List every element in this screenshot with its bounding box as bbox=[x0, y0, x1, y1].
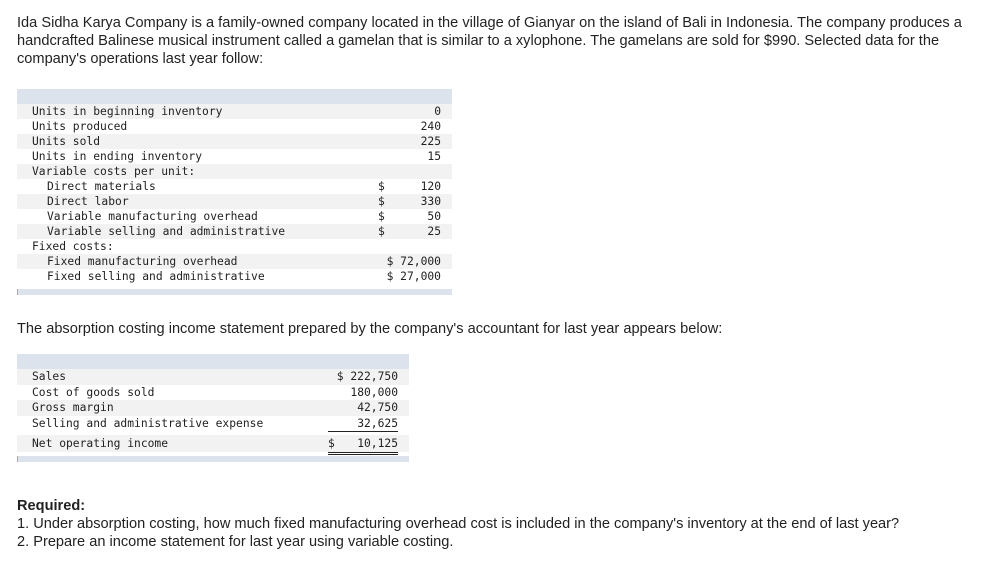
row-value: 25 bbox=[427, 225, 441, 238]
table-row bbox=[17, 224, 452, 239]
income-statement-intro: The absorption costing income statement prepared by the company's accountant for last year appears below: bbox=[17, 321, 723, 337]
table-row bbox=[17, 164, 452, 179]
row-value: 120 bbox=[420, 180, 441, 193]
table-row bbox=[17, 134, 452, 149]
required-heading: Required: bbox=[17, 498, 86, 514]
row-label: Direct labor bbox=[47, 195, 129, 208]
row-label: Cost of goods sold bbox=[32, 385, 155, 399]
row-value: 180,000 bbox=[328, 385, 398, 402]
dollar-sign: $ bbox=[378, 210, 385, 223]
row-value: $ 27,000 bbox=[386, 270, 441, 283]
row-label: Sales bbox=[32, 370, 67, 383]
row-label: Units in ending inventory bbox=[32, 150, 203, 163]
table-row bbox=[17, 435, 409, 452]
row-label: Fixed manufacturing overhead bbox=[47, 255, 238, 268]
row-label: Gross margin bbox=[32, 401, 114, 414]
row-label: Variable selling and administrative bbox=[47, 225, 286, 238]
question-2: 2. Prepare an income statement for last year using variable costing. bbox=[17, 534, 454, 550]
row-value: 10,125 bbox=[328, 435, 398, 455]
row-label: Net operating income bbox=[32, 437, 169, 450]
table-row bbox=[17, 149, 452, 164]
row-value: 32,625 bbox=[328, 416, 398, 433]
table-row bbox=[17, 254, 452, 269]
table-row bbox=[17, 119, 452, 134]
row-label: Fixed selling and administrative bbox=[47, 270, 265, 283]
dollar-sign: $ bbox=[378, 225, 385, 238]
row-label: Fixed costs: bbox=[32, 240, 114, 253]
row-label: Units produced bbox=[32, 120, 128, 133]
table-header-bar bbox=[17, 354, 409, 369]
row-value: 42,750 bbox=[357, 401, 398, 414]
table-row bbox=[17, 194, 452, 209]
row-value: $ 72,000 bbox=[386, 255, 441, 268]
row-label: Units in beginning inventory bbox=[32, 105, 223, 118]
required-section bbox=[17, 497, 967, 551]
table-header-bar bbox=[17, 89, 452, 104]
table-row bbox=[17, 400, 409, 416]
row-value: 225 bbox=[420, 135, 441, 148]
row-label: Variable manufacturing overhead bbox=[47, 210, 258, 223]
table-row bbox=[17, 179, 452, 194]
row-label: Units sold bbox=[32, 135, 101, 148]
intro-paragraph: Ida Sidha Karya Company is a family-owned company located in the village of Gianyar on the island of Bali in Indonesia. The company produces a handcrafted Balinese musical instrument called a gamelan that is similar to a xylophone. The gamelans are sold for $990. Selected data for the company's operations last year follow: bbox=[17, 15, 962, 67]
row-value: 15 bbox=[427, 150, 441, 163]
table-row bbox=[17, 416, 409, 432]
table-footer-bar bbox=[17, 289, 452, 295]
table-row bbox=[17, 209, 452, 224]
row-label: Selling and administrative expense bbox=[32, 416, 264, 430]
row-label: Variable costs per unit: bbox=[32, 165, 196, 178]
row-value: 240 bbox=[420, 120, 441, 133]
table-row bbox=[17, 104, 452, 119]
income-statement-table bbox=[17, 354, 409, 462]
table-row bbox=[17, 369, 409, 385]
row-value: 0 bbox=[434, 105, 441, 118]
dollar-sign: $ bbox=[378, 195, 385, 208]
table-row bbox=[17, 239, 452, 254]
question-1: 1. Under absorption costing, how much fixed manufacturing overhead cost is included in the company's inventory at the end of last year? bbox=[17, 516, 900, 532]
operations-data-table bbox=[17, 89, 452, 295]
row-label: Direct materials bbox=[47, 180, 156, 193]
row-value: 50 bbox=[427, 210, 441, 223]
table-row bbox=[17, 385, 409, 401]
row-value: $ 222,750 bbox=[336, 370, 398, 383]
row-value: 330 bbox=[420, 195, 441, 208]
table-footer-bar bbox=[17, 456, 409, 462]
table-row bbox=[17, 269, 452, 284]
dollar-sign: $ bbox=[328, 437, 335, 450]
dollar-sign: $ bbox=[378, 180, 385, 193]
